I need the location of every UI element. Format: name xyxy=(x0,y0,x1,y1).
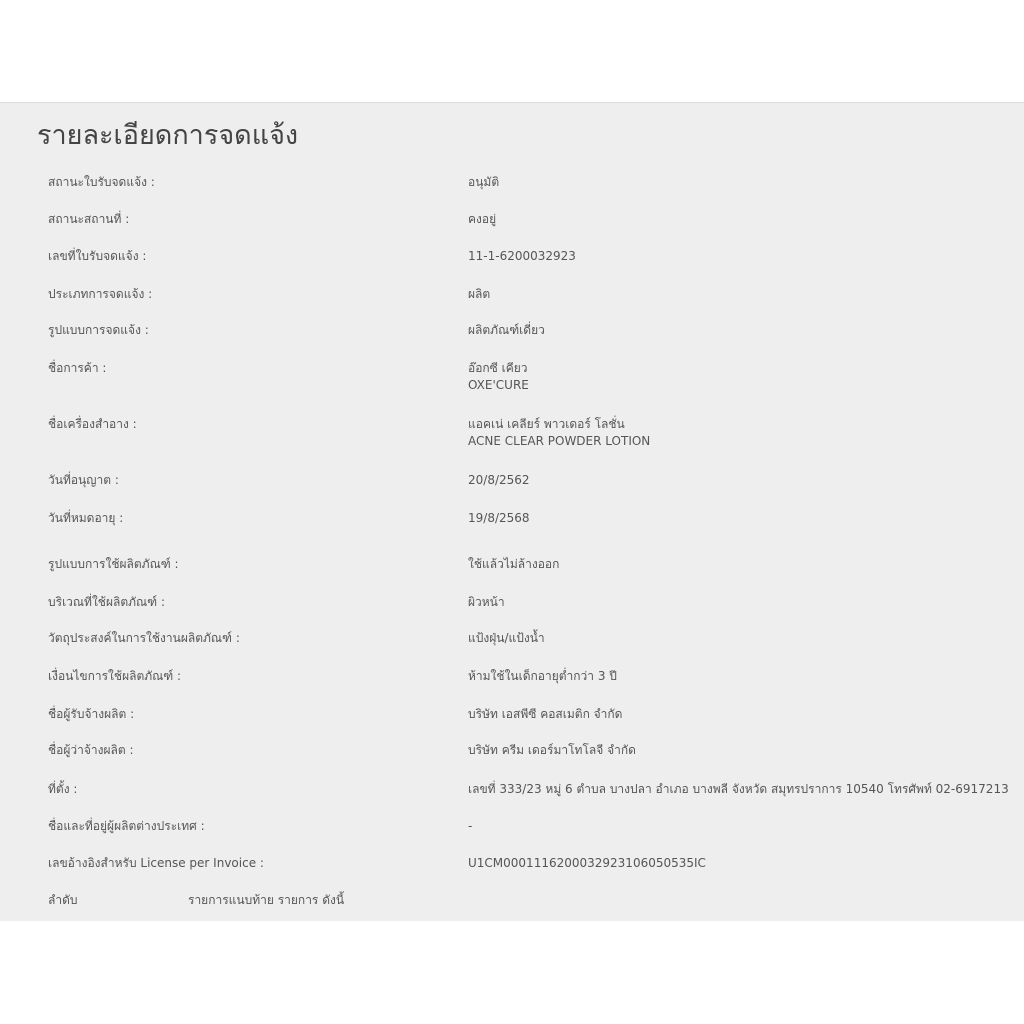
field-value: อ๊อกซี เคียว OXE'CURE xyxy=(468,361,529,392)
field-label: รูปแบบการใช้ผลิตภัณฑ์ : xyxy=(48,557,179,571)
sequence-column-header: ลำดับ xyxy=(48,893,78,907)
field-value: แป้งฝุ่น/แป้งน้ำ xyxy=(468,631,545,645)
field-value: บริษัท ครีม เดอร์มาโทโลจี จำกัด xyxy=(468,743,636,757)
field-value: แอคเน่ เคลียร์ พาวเดอร์ โลชั่น ACNE CLEAR POWDER LOTION xyxy=(468,417,651,448)
field-value: 11-1-6200032923 xyxy=(468,249,576,263)
field-label: รูปแบบการจดแจ้ง : xyxy=(48,323,149,337)
field-value: 20/8/2562 xyxy=(468,473,530,487)
attachment-list-caption: รายการแนบท้าย รายการ ดังนี้ xyxy=(188,893,345,907)
field-label: เลขอ้างอิงสำหรับ License per Invoice : xyxy=(48,856,264,870)
field-label: วันที่อนุญาต : xyxy=(48,473,119,487)
field-value: อนุมัติ xyxy=(468,175,500,189)
field-label: ชื่อและที่อยู่ผู้ผลิตต่างประเทศ : xyxy=(48,819,205,833)
field-label: ประเภทการจดแจ้ง : xyxy=(48,287,153,301)
page-title: รายละเอียดการจดแจ้ง xyxy=(37,120,299,151)
field-value: ผลิตภัณฑ์เดี่ยว xyxy=(468,323,545,337)
field-label: สถานะใบรับจดแจ้ง : xyxy=(48,175,155,189)
field-value: 19/8/2568 xyxy=(468,511,530,525)
field-value: ใช้แล้วไม่ล้างออก xyxy=(468,557,560,571)
field-label: ชื่อการค้า : xyxy=(48,361,107,375)
field-value: ห้ามใช้ในเด็กอายุต่ำกว่า 3 ปี xyxy=(468,669,617,683)
field-label: วันที่หมดอายุ : xyxy=(48,511,124,525)
field-value: เลขที่ 333/23 หมู่ 6 ตำบล บางปลา อำเภอ บางพลี จังหวัด สมุทรปราการ 10540 โทรศัพท์ 02-6917213 xyxy=(468,782,1009,796)
field-label: ชื่อผู้ว่าจ้างผลิต : xyxy=(48,743,134,757)
field-value: - xyxy=(468,819,473,833)
field-label: วัตถุประสงค์ในการใช้งานผลิตภัณฑ์ : xyxy=(48,631,240,645)
field-label: บริเวณที่ใช้ผลิตภัณฑ์ : xyxy=(48,595,165,609)
field-label: สถานะสถานที่ : xyxy=(48,212,130,226)
field-label: เลขที่ใบรับจดแจ้ง : xyxy=(48,249,147,263)
field-label: เงื่อนไขการใช้ผลิตภัณฑ์ : xyxy=(48,669,182,683)
field-label: ที่ตั้ง : xyxy=(48,782,78,796)
field-value: U1CM0001116200032923106050535IC xyxy=(468,856,706,870)
field-label: ชื่อเครื่องสำอาง : xyxy=(48,417,137,431)
field-value: ผลิต xyxy=(468,287,491,301)
field-label: ชื่อผู้รับจ้างผลิต : xyxy=(48,707,135,721)
field-value: คงอยู่ xyxy=(468,212,497,226)
field-value: บริษัท เอสพีซี คอสเมติก จำกัด xyxy=(468,707,623,721)
field-value: ผิวหน้า xyxy=(468,595,505,609)
